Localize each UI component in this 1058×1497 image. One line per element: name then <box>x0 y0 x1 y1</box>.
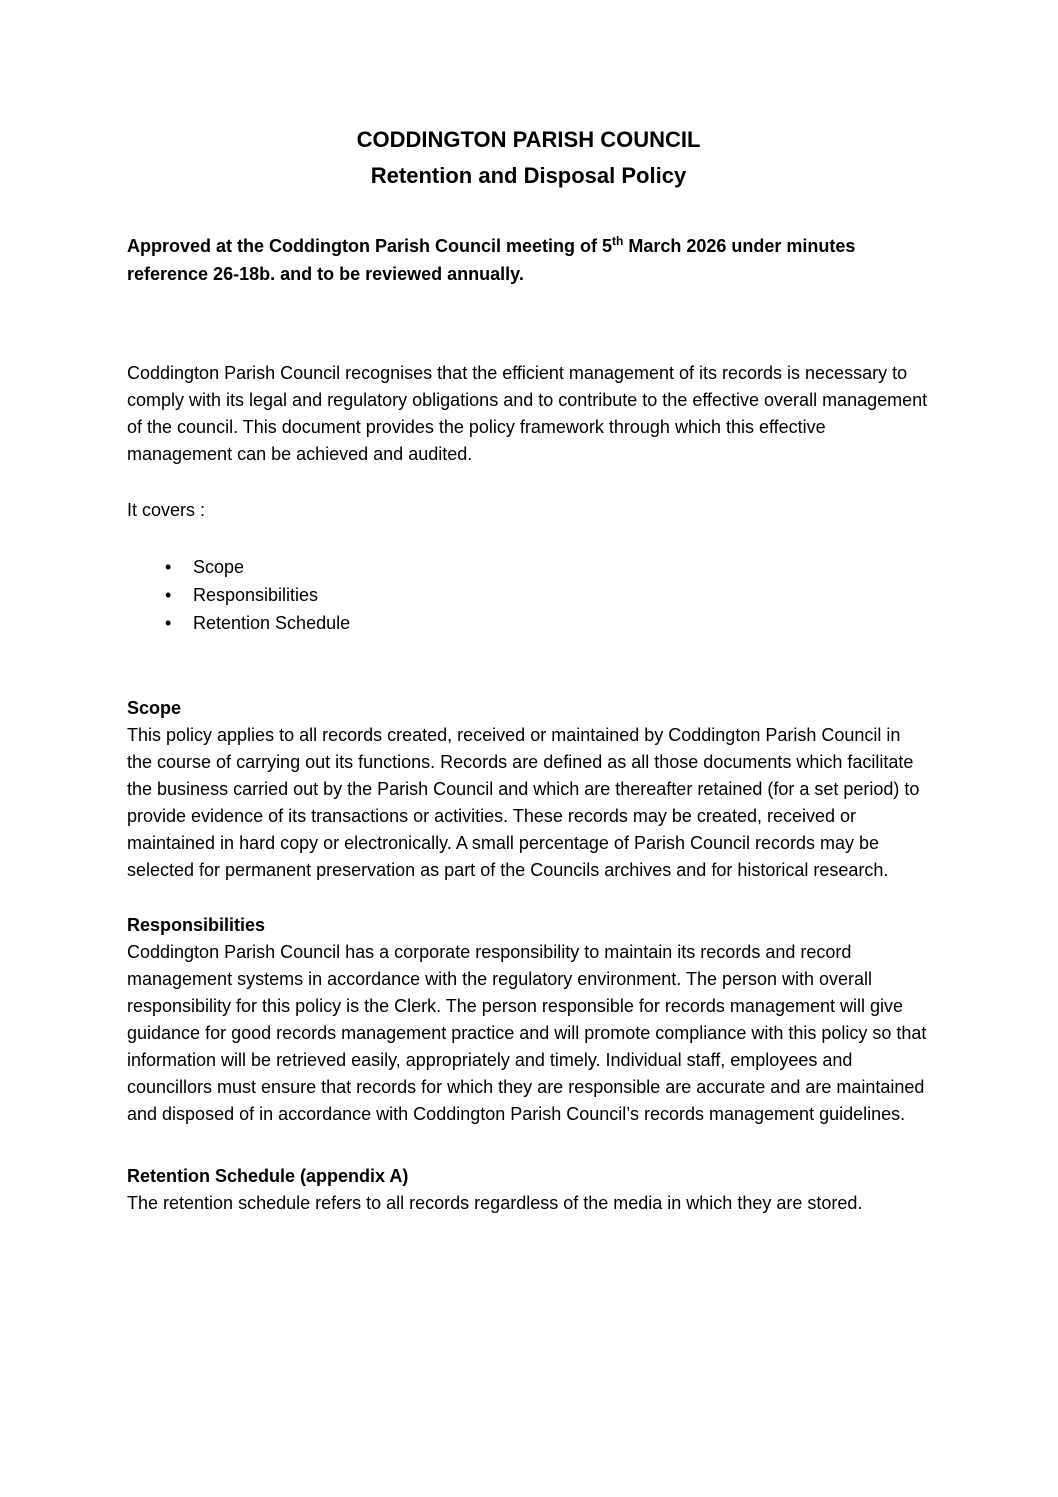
list-item: • Scope <box>127 553 930 581</box>
scope-heading: Scope <box>127 698 182 718</box>
covers-label: It covers : <box>127 500 206 520</box>
approval-statement <box>127 232 930 288</box>
intro-paragraph: Coddington Parish Council recognises that the efficient management of its records is necessary to comply with its legal and regulatory obligations and to contribute to the effective overall management of the council. This document provides the policy framework through which this effective management can be achieved and audited. <box>127 363 928 464</box>
scope-paragraph: This policy applies to all records created, received or maintained by Coddington Parish Council in the course of carrying out its functions. Records are defined as all those documents which facilitate the business carried out by the Parish Council and which are thereafter retained (for a set period) to provide evidence of its transactions or activities. These records may be created, received or maintained in hard copy or electronically. A small percentage of Parish Council records may be selected for permanent preservation as part of the Councils archives and for historical research. <box>127 725 920 880</box>
list-item: • Retention Schedule <box>127 609 930 637</box>
covers-bullet-list <box>127 553 930 637</box>
document-title-line2: Retention and Disposal Policy <box>370 163 687 188</box>
responsibilities-heading: Responsibilities <box>127 915 266 935</box>
approval-text-before-superscript: Approved at the Coddington Parish Council meeting of 5 <box>127 236 613 256</box>
responsibilities-paragraph: Coddington Parish Council has a corporate responsibility to maintain its records and record management systems in accordance with the regulatory environment. The person with overall responsibility for this policy is the Clerk. The person responsible for records management will give guidance for good records management practice and will promote compliance with this policy so that information will be retrieved easily, appropriately and timely. Individual staff, employees and councillors must ensure that records for which they are responsible are accurate and are maintained and disposed of in accordance with Coddington Parish Council’s records management guidelines. <box>127 942 927 1124</box>
retention-schedule-paragraph: The retention schedule refers to all records regardless of the media in which they are stored. <box>127 1193 863 1213</box>
retention-schedule-heading: Retention Schedule (appendix A) <box>127 1166 409 1186</box>
approval-text-after-superscript: March 2026 under minutes reference 26-18b. and to be reviewed annually. <box>127 236 856 284</box>
document-title-line1: CODDINGTON PARISH COUNCIL <box>356 127 701 152</box>
ordinal-superscript: th <box>612 234 624 248</box>
list-item: • Responsibilities <box>127 581 930 609</box>
